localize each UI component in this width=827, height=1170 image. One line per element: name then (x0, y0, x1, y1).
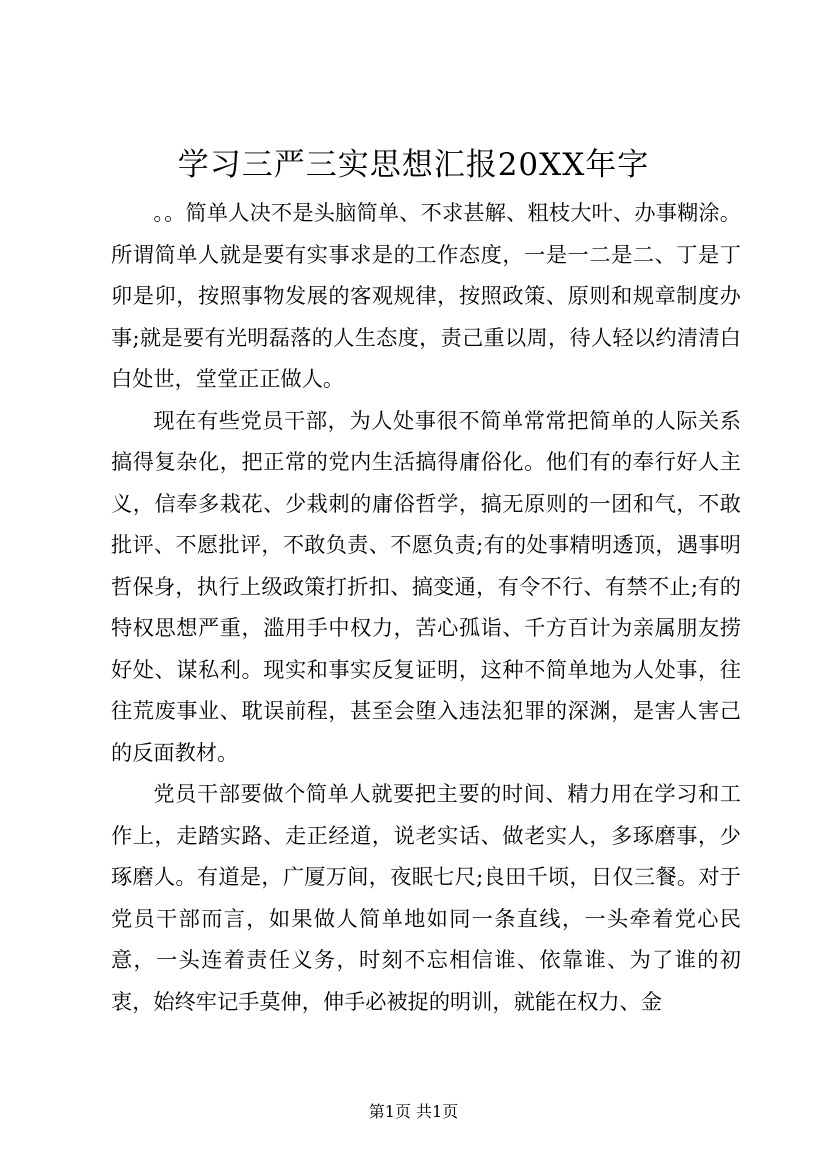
document-title: 学习三严三实思想汇报20XX年字 (177, 147, 650, 183)
document-body (111, 192, 741, 1022)
paragraph-3: 党员干部要做个简单人就要把主要的时间、精力用在学习和工作上，走踏实路、走正经道，说老实话、做老实人，多琢磨事，少琢磨人。有道是，广厦万间，夜眠七尺;良田千顷，日仅三餐。对于党员干部而言，如果做人简单地如同一条直线，一头牵着党心民意，一头连着责任义务，时刻不忘相信谁、依靠谁、为了谁的初衷，始终牢记手莫伸，伸手必被捉的明训，就能在权力、金 (111, 781, 741, 1014)
page-footer: 第1页 共1页 (368, 1102, 459, 1121)
paragraph-1: 。。简单人决不是头脑简单、不求甚解、粗枝大叶、办事糊涂。所谓简单人就是要有实事求是的工作态度，一是一二是二、丁是丁卯是卯，按照事物发展的客观规律，按照政策、原则和规章制度办事;就是要有光明磊落的人生态度，责己重以周，待人轻以约清清白白处世，堂堂正正做人。 (111, 200, 741, 391)
paragraph-2: 现在有些党员干部，为人处事很不简单常常把简单的人际关系搞得复杂化，把正常的党内生活搞得庸俗化。他们有的奉行好人主义，信奉多栽花、少栽刺的庸俗哲学，搞无原则的一团和气，不敢批评、不愿批评，不敢负责、不愿负责;有的处事精明透顶，遇事明哲保身，执行上级政策打折扣、搞变通，有令不行、有禁不止;有的特权思想严重，滥用手中权力，苦心孤诣、千方百计为亲属朋友捞好处、谋私利。现实和事实反复证明，这种不简单地为人处事，往往荒废事业、耽误前程，甚至会堕入违法犯罪的深渊，是害人害己的反面教材。 (111, 407, 741, 765)
